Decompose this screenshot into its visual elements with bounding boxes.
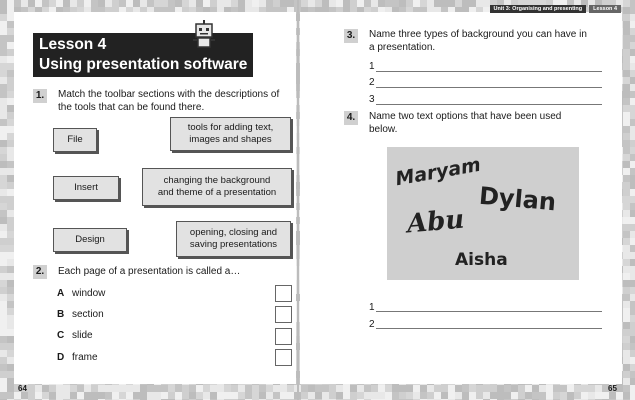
word-aisha: Aisha — [455, 250, 508, 270]
q4-text — [369, 110, 561, 136]
q4-answer-line-2[interactable] — [376, 328, 602, 329]
q4-text-line-1: Name two text options that have been used — [369, 111, 562, 122]
option-d-checkbox[interactable] — [275, 349, 292, 366]
q3-line-3-number: 3 — [369, 94, 375, 105]
option-d-letter: D — [57, 352, 65, 363]
q3-answer-line-1[interactable] — [376, 71, 602, 72]
title-line-1: Lesson 4 — [39, 36, 107, 53]
q3-answer-line-3[interactable] — [376, 104, 602, 105]
page-number-left: 64 — [18, 384, 27, 393]
tool-design[interactable]: Design — [53, 228, 127, 252]
q4-line-1-number: 1 — [369, 302, 375, 313]
q3-number: 3. — [344, 29, 358, 43]
tool-insert[interactable]: Insert — [53, 176, 119, 200]
header-bar — [490, 4, 621, 13]
q4-answer-line-1[interactable] — [376, 311, 602, 312]
q2-number: 2. — [33, 265, 47, 279]
text-options-image — [387, 147, 579, 280]
q1-number: 1. — [33, 89, 47, 103]
option-c-letter: C — [57, 330, 65, 341]
option-c-text: slide — [72, 330, 93, 341]
option-b-checkbox[interactable] — [275, 306, 292, 323]
description-3-line-2: saving presentations — [189, 239, 278, 250]
description-2-line-2: and theme of a presentation — [157, 187, 277, 198]
q3-line-1-number: 1 — [369, 61, 375, 72]
description-background-theme[interactable] — [142, 168, 292, 206]
q1-text-line-2: the tools that can be found there. — [58, 102, 205, 113]
page-number-right: 65 — [608, 384, 617, 393]
option-d-text: frame — [72, 352, 98, 363]
q3-text — [369, 28, 587, 54]
q1-text — [58, 88, 279, 114]
q3-text-line-2: a presentation. — [369, 42, 436, 53]
option-a-letter: A — [57, 288, 65, 299]
q2-text: Each page of a presentation is called a… — [58, 266, 241, 277]
q3-line-2-number: 2 — [369, 77, 375, 88]
option-a-checkbox[interactable] — [275, 285, 292, 302]
option-a-text: window — [72, 288, 106, 299]
description-2-line-1: changing the background — [163, 175, 271, 186]
unit-label: Unit 3: Organising and presenting — [490, 5, 587, 13]
description-3-line-1: opening, closing and — [189, 227, 278, 238]
description-1-line-1: tools for adding text, — [187, 122, 274, 133]
option-b-letter: B — [57, 309, 65, 320]
book-spine — [297, 0, 299, 400]
q3-answer-line-2[interactable] — [376, 87, 602, 88]
description-adding-text[interactable] — [170, 117, 291, 151]
lesson-title — [33, 33, 253, 77]
q1-text-line-1: Match the toolbar sections with the descriptions of — [58, 89, 280, 100]
q4-line-2-number: 2 — [369, 319, 375, 330]
option-b-text: section — [72, 309, 104, 320]
robot-icon — [193, 20, 215, 48]
word-abu: Abu — [405, 204, 466, 240]
lesson-label: Lesson 4 — [589, 5, 621, 13]
option-c-checkbox[interactable] — [275, 328, 292, 345]
q4-text-line-2: below. — [369, 124, 398, 135]
word-dylan: Dylan — [477, 181, 558, 217]
q3-text-line-1: Name three types of background you can have in — [369, 29, 587, 40]
q4-number: 4. — [344, 111, 358, 125]
title-line-2: Using presentation software — [39, 56, 248, 73]
tool-file[interactable]: File — [53, 128, 97, 152]
word-maryam: Maryam — [393, 153, 483, 191]
description-opening-saving[interactable] — [176, 221, 291, 257]
description-1-line-2: images and shapes — [189, 134, 272, 145]
